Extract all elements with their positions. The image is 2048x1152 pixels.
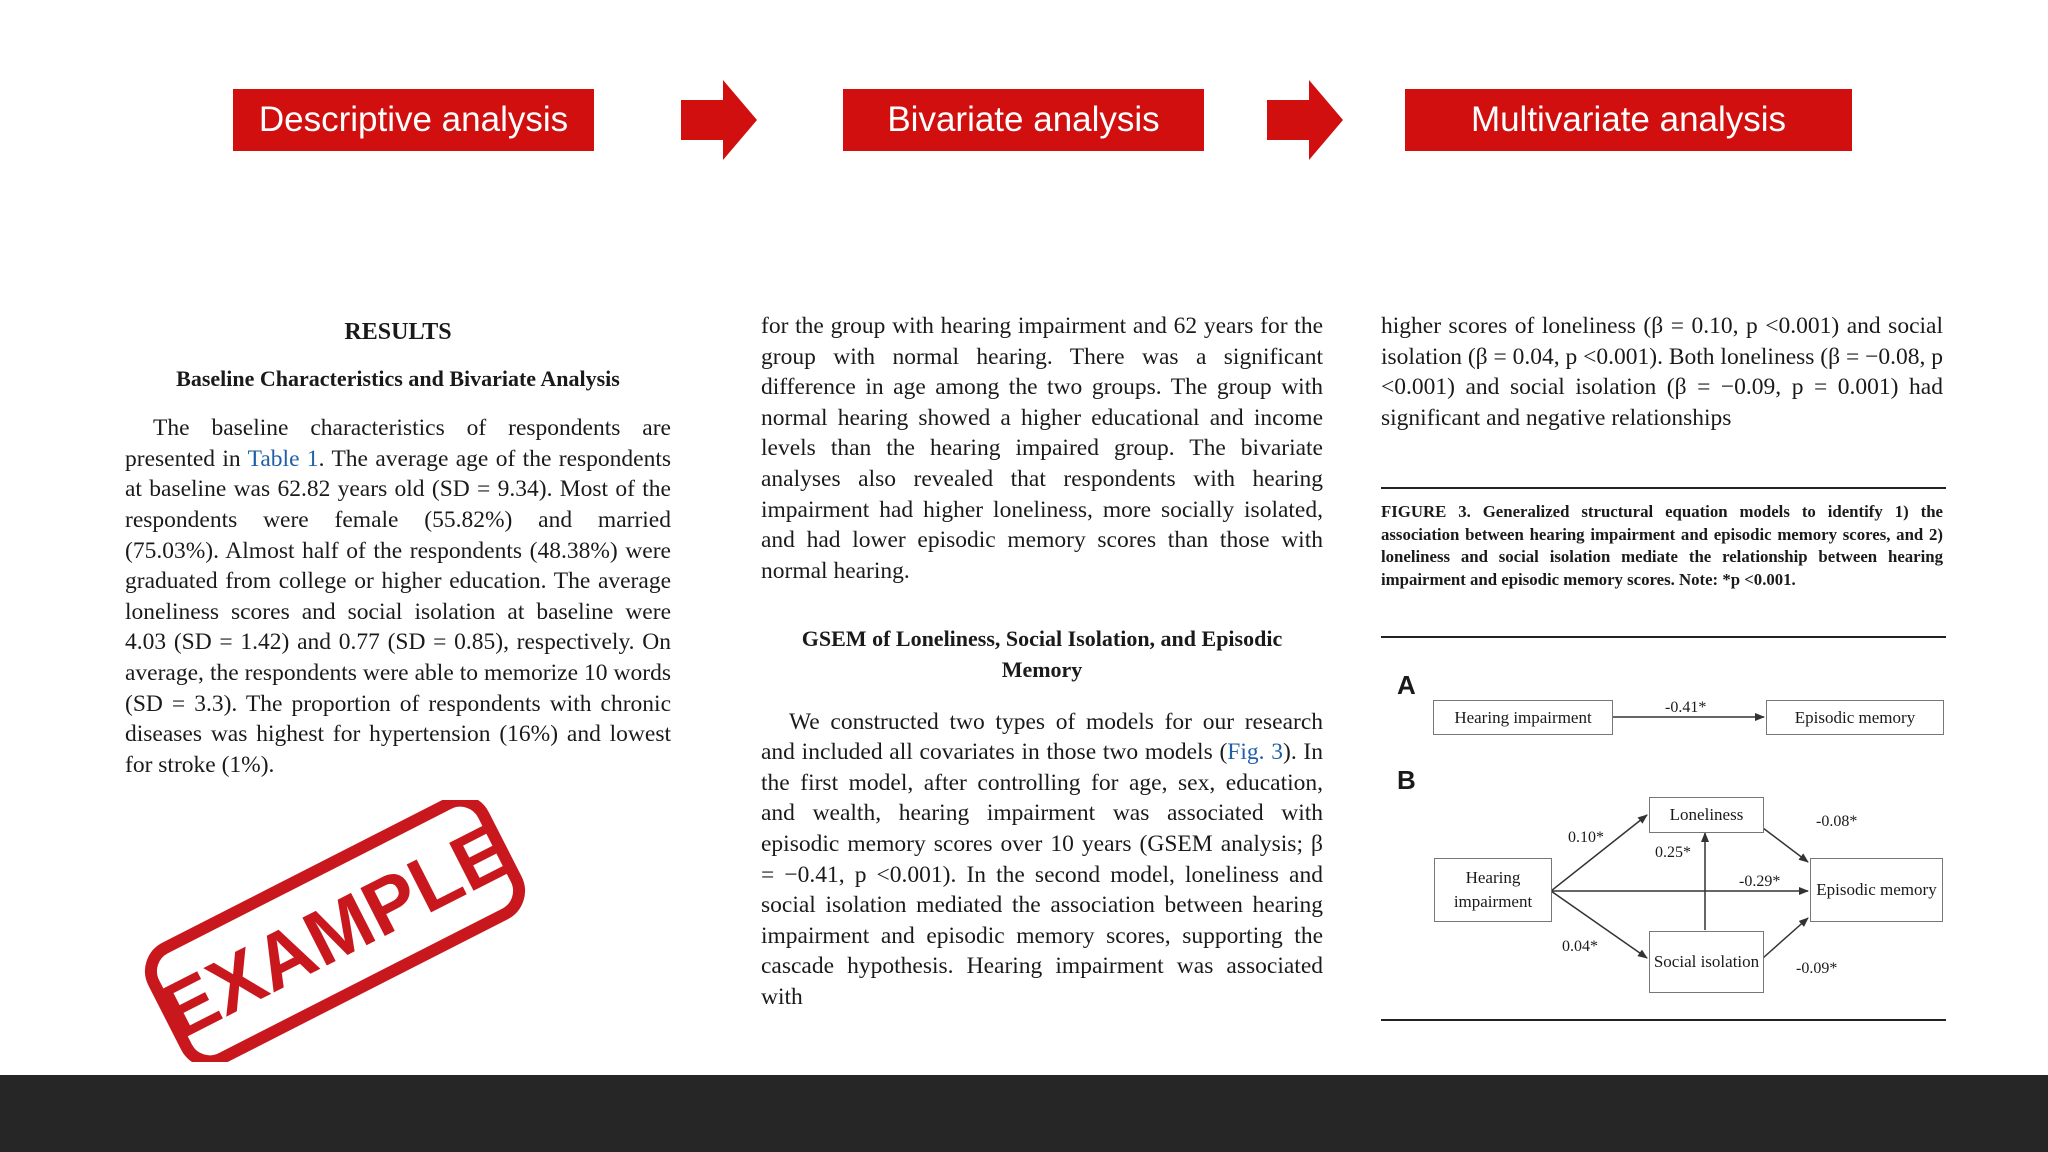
node-hearing-impairment-b: Hearing impairment <box>1434 858 1552 922</box>
figure-caption: FIGURE 3. Generalized structural equation models to identify 1) the association between hearing impairment and episodic memory scores, and 2) loneliness and social isolation mediate the relationship between hearing impairment and episodic memory scores. Note: *p <0.001. <box>1381 502 1943 589</box>
footer-bar <box>0 1075 2048 1152</box>
step-descriptive-analysis: Descriptive analysis <box>233 89 594 151</box>
arrow-loneliness-memory <box>1763 828 1808 862</box>
results-title: RESULTS <box>344 319 452 345</box>
node-social-isolation: Social isolation <box>1649 931 1764 993</box>
stamp-text: EXAMPLE <box>147 806 523 1056</box>
panel-b-label: B <box>1397 765 1416 795</box>
node-hearing-impairment-a: Hearing impairment <box>1433 700 1613 735</box>
bivariate-paragraph: for the group with hearing impairment and 62 years for the group with normal hearing. There was a significant difference in age among the two groups. The group with normal hearing showed a higher educational and income levels than the hearing impaired group. The bivariate analyses also revealed that respondents with hearing impairment had higher loneliness, more socially isolated, and had lower episodic memory scores than those with normal hearing. <box>761 313 1323 584</box>
node-episodic-memory-a: Episodic memory <box>1766 700 1944 735</box>
coef-social-isolation-loneliness: 0.25* <box>1655 844 1691 861</box>
coef-direct-b: -0.29* <box>1739 873 1781 890</box>
baseline-paragraph: The baseline characteristics of respondents are presented in Table 1. The average age of the respondents at baseline was 62.82 years old (SD = 9.34). Most of the respondents were female (55.82%) and married (75.03%). Almost half of the respondents (48.38%) were graduated from college or higher education. The average loneliness scores and social isolation at baseline were 4.03 (SD = 1.42) and 0.77 (SD = 0.85), respectively. On average, the respondents were able to memorize 10 words (SD = 3.3). The proportion of respondents with chronic diseases was highest for hypertension (16%) and lowest for stroke (1%). <box>125 415 672 778</box>
arrow-social-isolation-memory <box>1763 918 1808 958</box>
node-loneliness: Loneliness <box>1649 797 1764 833</box>
multivariate-paragraph: higher scores of loneliness (β = 0.10, p <0.001) and social isolation (β = 0.04, p <0.001). Both loneliness (β = −0.08, p <0.001) and social isolation (β = −0.09, p = 0.001) had significant and negative relationships <box>1381 313 1943 431</box>
step-bivariate-analysis: Bivariate analysis <box>843 89 1204 151</box>
coef-loneliness-memory: -0.08* <box>1816 813 1858 830</box>
fig-3-link[interactable]: Fig. 3 <box>1227 739 1283 766</box>
panel-a-label: A <box>1397 670 1416 700</box>
figure-bottom-rule <box>1381 1019 1946 1021</box>
coef-a-direct: -0.41* <box>1665 699 1707 716</box>
gsem-heading: GSEM of Loneliness, Social Isolation, and Episodic Memory <box>801 626 1283 682</box>
section-subtitle: Baseline Characteristics and Bivariate Analysis <box>176 365 620 391</box>
table-1-link[interactable]: Table 1 <box>247 445 319 472</box>
arrow-exposure-loneliness <box>1551 815 1647 891</box>
coef-social-isolation-memory: -0.09* <box>1796 960 1838 977</box>
gsem-paragraph: We constructed two types of models for our research and included all covariates in those two models (Fig. 3). In the first model, after controlling for age, sex, education, and wealth, hearing impairment was associated with episodic memory scores over 10 years (GSEM analysis; β = −0.41, p <0.001). In the second model, loneliness and social isolation mediated the association between hearing impairment and episodic memory scores, supporting the cascade hypothesis. Hearing impairment was associated with <box>761 708 1324 1010</box>
node-episodic-memory-b: Episodic memory <box>1810 858 1943 922</box>
coef-exposure-loneliness: 0.10* <box>1568 829 1604 846</box>
step-multivariate-analysis: Multivariate analysis <box>1405 89 1852 151</box>
coef-exposure-social-isolation: 0.04* <box>1562 938 1598 955</box>
